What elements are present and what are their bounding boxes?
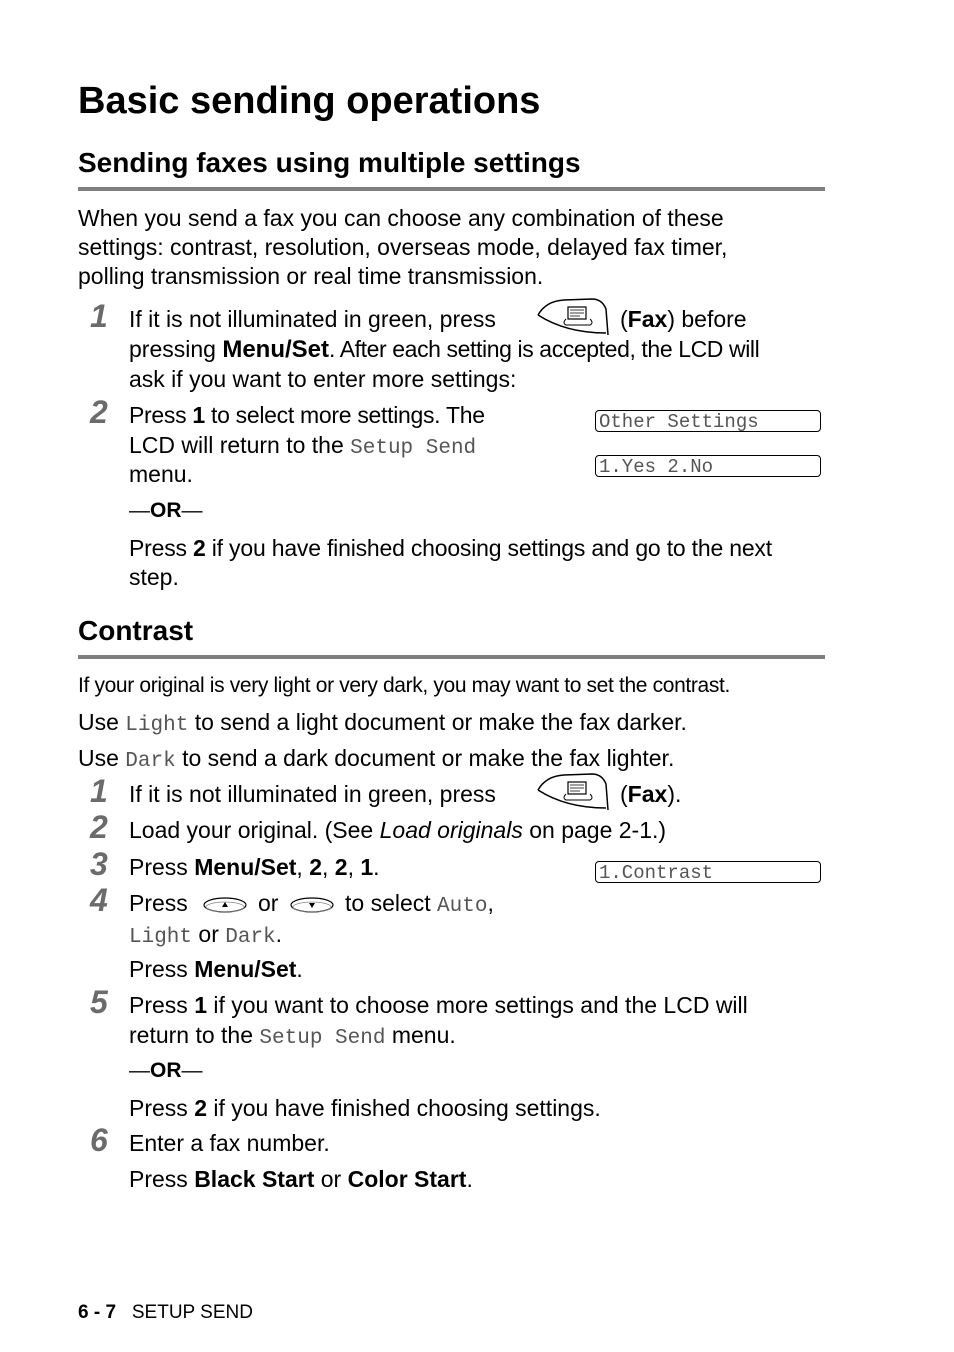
section-heading-multiple-settings: Sending faxes using multiple settings bbox=[78, 147, 581, 178]
step-text-part: ( bbox=[620, 306, 628, 332]
text-part: Press bbox=[129, 956, 195, 982]
footer-section-name: SETUP SEND bbox=[131, 1302, 253, 1323]
option-dark: Dark bbox=[225, 926, 276, 949]
or-label: OR bbox=[150, 499, 182, 522]
up-arrow-key-icon bbox=[202, 896, 248, 914]
text-part: if you want to choose more settings and the LCD will bbox=[206, 992, 748, 1018]
section-rule bbox=[78, 187, 825, 191]
step-text bbox=[620, 780, 681, 809]
text-part: ( bbox=[620, 781, 628, 807]
text-part: if you have finished choosing settings. bbox=[206, 1095, 601, 1121]
fax-key-label: Fax bbox=[627, 306, 668, 332]
page-title: Basic sending operations bbox=[78, 80, 541, 122]
step-text bbox=[129, 401, 485, 430]
fax-key-label: Fax bbox=[627, 781, 668, 807]
step-text bbox=[129, 1094, 601, 1123]
menu-set-label: Menu/Set bbox=[194, 854, 297, 880]
page-number: 6 - 7 bbox=[78, 1302, 117, 1323]
step-text bbox=[129, 955, 303, 984]
section-rule bbox=[78, 655, 825, 659]
page-footer bbox=[78, 1302, 253, 1324]
menu-name: Setup Send bbox=[350, 437, 477, 460]
text-part: Press bbox=[129, 992, 195, 1018]
key-1-label: 1 bbox=[194, 992, 207, 1018]
intro-line-2: settings: contrast, resolution, overseas mode, delayed fax timer, bbox=[78, 234, 728, 260]
step-text bbox=[129, 816, 666, 845]
step-text: step. bbox=[129, 564, 179, 590]
option-dark: Dark bbox=[125, 750, 176, 773]
step-text bbox=[129, 305, 496, 334]
step-number: 1 bbox=[90, 773, 108, 809]
step-number: 4 bbox=[90, 882, 108, 918]
or-separator bbox=[129, 1058, 203, 1084]
text-part: , bbox=[296, 854, 310, 880]
or-separator bbox=[129, 498, 203, 524]
text-part: . bbox=[275, 921, 283, 947]
cross-reference-link[interactable]: Load originals bbox=[379, 817, 523, 843]
text-part: or bbox=[314, 1166, 348, 1192]
or-dash: — bbox=[129, 499, 150, 522]
step-text-part: LCD will return to the bbox=[129, 432, 351, 458]
key-label: 1 bbox=[360, 854, 374, 880]
text-part: to send a dark document or make the fax lighter. bbox=[175, 745, 675, 771]
step-text-part: to select more settings. The bbox=[204, 402, 485, 428]
text-part: , bbox=[322, 854, 335, 880]
text-part: , bbox=[347, 854, 361, 880]
step-text bbox=[129, 920, 282, 952]
or-label: OR bbox=[150, 1059, 182, 1082]
text-part: ). bbox=[667, 781, 682, 807]
step-text: Enter a fax number. bbox=[129, 1130, 330, 1156]
step-text: or bbox=[258, 890, 279, 916]
step-text-part: ) before bbox=[667, 306, 747, 332]
text-part: Use bbox=[78, 709, 126, 735]
step-text bbox=[129, 1165, 473, 1194]
or-dash: — bbox=[181, 499, 203, 522]
or-dash: — bbox=[181, 1059, 203, 1082]
key-2-label: 2 bbox=[192, 535, 206, 561]
option-light: Light bbox=[125, 714, 189, 737]
step-number: 6 bbox=[90, 1122, 108, 1158]
key-label: 2 bbox=[334, 854, 348, 880]
step-text bbox=[620, 305, 747, 334]
step-text-part: if you have finished choosing settings and go to the next bbox=[205, 535, 772, 561]
text-part: Press bbox=[129, 1166, 195, 1192]
text-part: . bbox=[466, 1166, 473, 1192]
text-part: menu. bbox=[385, 1022, 456, 1048]
step-text bbox=[129, 853, 380, 882]
fax-key-icon bbox=[536, 297, 610, 337]
step-number: 5 bbox=[90, 984, 108, 1020]
text-part: to select bbox=[345, 890, 438, 916]
fax-key-icon bbox=[536, 772, 610, 812]
lcd-display-line: 1.Yes 2.No bbox=[595, 455, 821, 477]
key-2-label: 2 bbox=[194, 1095, 207, 1121]
menu-set-label: Menu/Set bbox=[194, 956, 297, 982]
contrast-intro: If your original is very light or very dark, you may want to set the contrast. bbox=[78, 674, 730, 697]
key-label: 2 bbox=[309, 854, 322, 880]
step-text: If it is not illuminated in green, press bbox=[129, 781, 496, 807]
menu-set-label: Menu/Set bbox=[222, 336, 330, 363]
menu-name: Setup Send bbox=[259, 1027, 386, 1050]
text-part: . bbox=[373, 854, 380, 880]
lcd-display-line: Other Settings bbox=[595, 410, 821, 432]
step-text-part: Press bbox=[129, 402, 193, 428]
section-heading-contrast: Contrast bbox=[78, 615, 194, 646]
step-text-part: pressing bbox=[129, 336, 223, 362]
step-number: 2 bbox=[90, 394, 108, 430]
step-text-part: Press bbox=[129, 535, 193, 561]
text-part: return to the bbox=[129, 1022, 260, 1048]
or-dash: — bbox=[129, 1059, 150, 1082]
intro-line-3: polling transmission or real time transmission. bbox=[78, 263, 544, 289]
text-part: or bbox=[192, 921, 226, 947]
contrast-light-line bbox=[78, 708, 687, 740]
step-number: 1 bbox=[90, 298, 108, 334]
text-part: Press bbox=[129, 854, 195, 880]
step-text bbox=[345, 889, 494, 921]
text-part: Load your original. (See bbox=[129, 817, 380, 843]
step-text bbox=[129, 534, 772, 563]
step-text-part: If it is not illuminated in green, press bbox=[129, 306, 496, 332]
text-part: . bbox=[296, 956, 303, 982]
step-text bbox=[129, 1021, 456, 1053]
lcd-display-line: 1.Contrast bbox=[595, 861, 821, 883]
step-text-part: . After each setting is accepted, the LCD will bbox=[329, 336, 760, 362]
text-part: Use bbox=[78, 745, 126, 771]
step-text: ask if you want to enter more settings: bbox=[129, 366, 517, 392]
step-number: 2 bbox=[90, 809, 108, 845]
option-light: Light bbox=[129, 926, 193, 949]
down-arrow-key-icon bbox=[289, 896, 335, 914]
step-text: Press bbox=[129, 890, 188, 916]
intro-line-1: When you send a fax you can choose any combination of these bbox=[78, 205, 724, 231]
step-text bbox=[129, 335, 759, 364]
black-start-label: Black Start bbox=[194, 1166, 315, 1192]
color-start-label: Color Start bbox=[347, 1166, 467, 1192]
text-part: , bbox=[487, 890, 494, 916]
step-text: menu. bbox=[129, 461, 193, 487]
text-part: Press bbox=[129, 1095, 195, 1121]
step-text bbox=[129, 431, 476, 463]
option-auto: Auto bbox=[437, 895, 488, 918]
text-part: on page 2-1.) bbox=[522, 817, 667, 843]
text-part: to send a light document or make the fax darker. bbox=[188, 709, 687, 735]
step-text bbox=[129, 991, 748, 1020]
key-1-label: 1 bbox=[192, 402, 205, 428]
step-number: 3 bbox=[90, 846, 108, 882]
